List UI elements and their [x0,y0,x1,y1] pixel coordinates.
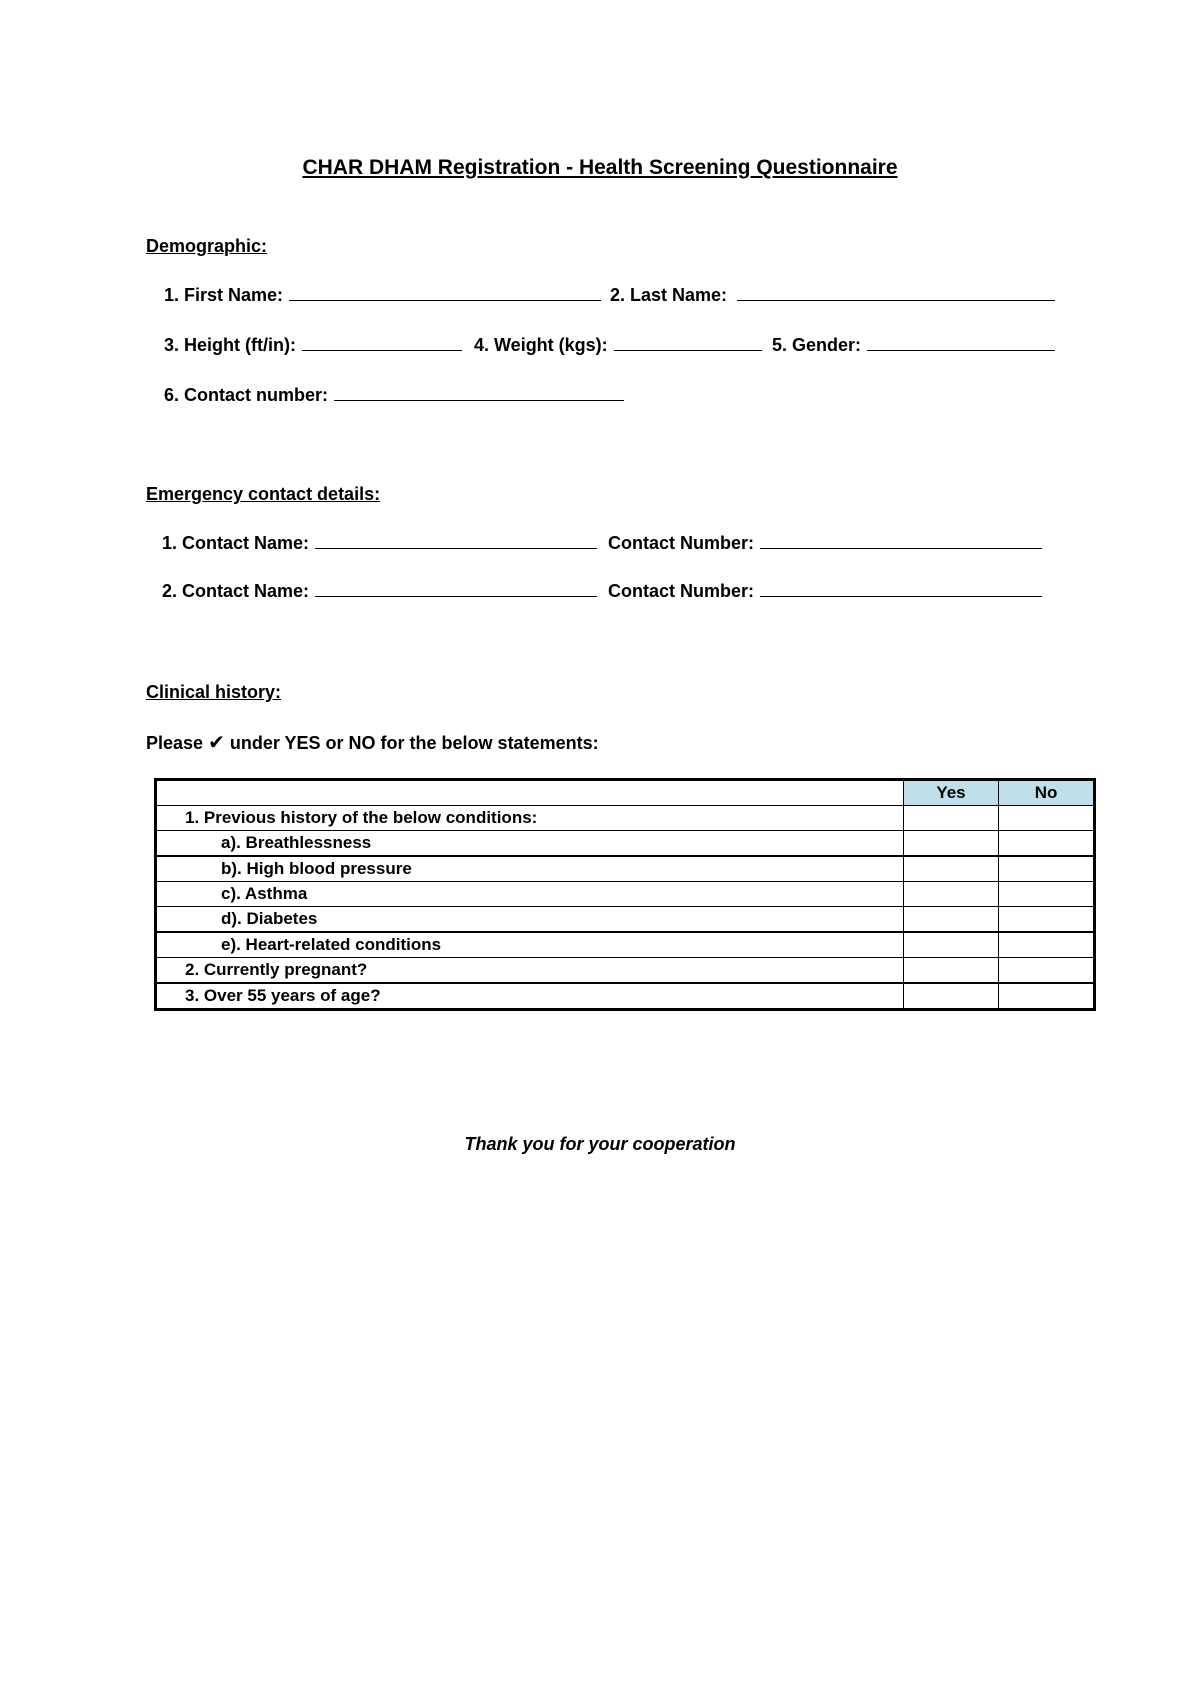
gender-row [772,334,1055,356]
page-title: CHAR DHAM Registration - Health Screening Questionnaire [302,156,898,179]
gender-field[interactable] [867,334,1055,351]
question-text: d). Diabetes [156,907,904,933]
yes-checkbox-cell[interactable] [903,806,998,831]
gender-label: 5. Gender: [772,335,862,355]
question-text: e). Heart-related conditions [156,932,904,958]
yes-checkbox-cell[interactable] [903,932,998,958]
emergency-contact-1-name-label: 1. Contact Name: [162,533,310,553]
emergency-contact-2-number-label: Contact Number: [608,581,755,601]
table-header-row [156,780,1095,806]
question-text: b). High blood pressure [156,856,904,882]
table-row [156,882,1095,907]
emergency-contact-1-number-row [608,532,1042,554]
height-label: 3. Height (ft/in): [164,335,296,355]
no-checkbox-cell[interactable] [999,882,1095,907]
question-text: c). Asthma [156,882,904,907]
question-text: 2. Currently pregnant? [156,958,904,984]
table-row [156,806,1095,831]
instruction-prefix: Please [146,733,204,753]
emergency-contact-2-number-row [608,580,1042,602]
last-name-label: 2. Last Name: [610,285,728,305]
emergency-contact-2-name-label: 2. Contact Name: [162,581,310,601]
contact-number-field[interactable] [334,384,624,401]
table-row [156,831,1095,857]
thank-you-note: Thank you for your cooperation [464,1134,736,1154]
instruction-text [146,730,599,755]
demographic-heading: Demographic: [146,236,268,256]
no-checkbox-cell[interactable] [999,983,1095,1010]
first-name-field[interactable] [289,284,601,301]
table-row [156,932,1095,958]
first-name-label: 1. First Name: [164,285,284,305]
table-row [156,958,1095,984]
clinical-history-table [154,778,1096,1011]
no-column-header: No [999,780,1095,806]
no-checkbox-cell[interactable] [999,932,1095,958]
emergency-contact-1-number-label: Contact Number: [608,533,755,553]
table-row [156,856,1095,882]
question-text: 1. Previous history of the below conditions: [156,806,904,831]
first-name-row [164,284,601,306]
yes-column-header: Yes [903,780,998,806]
yes-checkbox-cell[interactable] [903,983,998,1010]
emergency-contact-1-name-row [162,532,597,554]
emergency-heading: Emergency contact details: [146,484,381,504]
contact-number-label: 6. Contact number: [164,385,329,405]
emergency-contact-2-number-field[interactable] [760,580,1042,597]
instruction-suffix: under YES or NO for the below statements: [229,733,599,753]
no-checkbox-cell[interactable] [999,831,1095,857]
question-text: a). Breathlessness [156,831,904,857]
emergency-contact-2-name-row [162,580,597,602]
weight-field[interactable] [614,334,762,351]
table-header-blank [156,780,904,806]
no-checkbox-cell[interactable] [999,856,1095,882]
weight-row [474,334,762,356]
table-row [156,983,1095,1010]
question-text: 3. Over 55 years of age? [156,983,904,1010]
checkmark-icon: ✔ [208,732,225,754]
weight-label: 4. Weight (kgs): [474,335,608,355]
emergency-contact-1-number-field[interactable] [760,532,1042,549]
table-row [156,907,1095,933]
yes-checkbox-cell[interactable] [903,882,998,907]
last-name-row [610,284,1055,306]
yes-checkbox-cell[interactable] [903,958,998,984]
emergency-contact-1-name-field[interactable] [315,532,597,549]
yes-checkbox-cell[interactable] [903,907,998,933]
no-checkbox-cell[interactable] [999,806,1095,831]
height-row [164,334,462,356]
clinical-heading: Clinical history: [146,682,282,702]
yes-checkbox-cell[interactable] [903,831,998,857]
no-checkbox-cell[interactable] [999,958,1095,984]
yes-checkbox-cell[interactable] [903,856,998,882]
no-checkbox-cell[interactable] [999,907,1095,933]
last-name-field[interactable] [737,284,1055,301]
contact-number-row [164,384,624,406]
emergency-contact-2-name-field[interactable] [315,580,597,597]
height-field[interactable] [302,334,462,351]
